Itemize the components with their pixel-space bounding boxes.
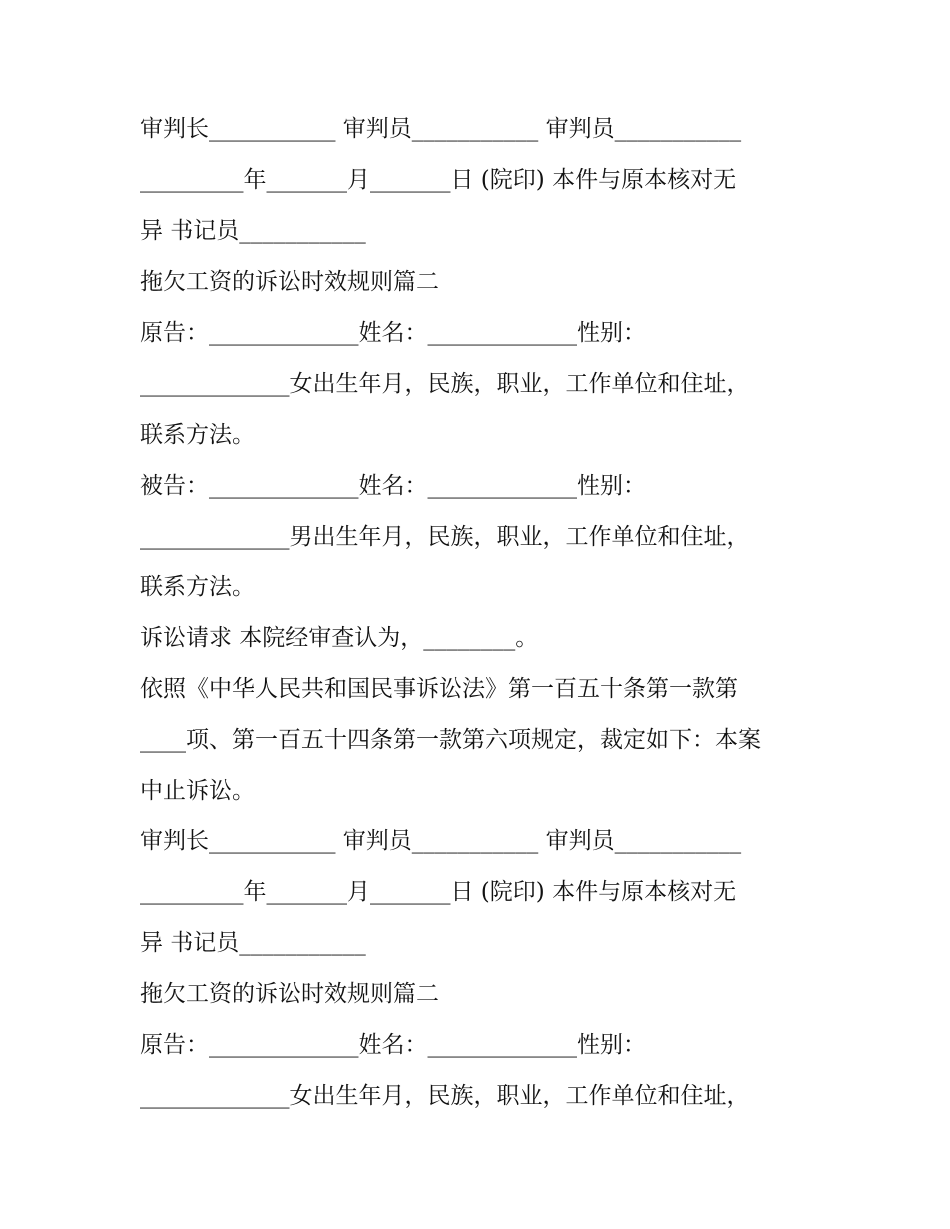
text-line: 中止诉讼。 [140, 778, 255, 804]
text-line: 联系方法。 [140, 574, 255, 600]
section-heading: 拖欠工资的诉讼时效规则篇二 [140, 981, 439, 1007]
text-line: _________年_______月_______日 (院印) 本件与原本核对无 [140, 879, 737, 905]
text-line: ____项、第一百五十四条第一款第六项规定，裁定如下：本案 [140, 727, 761, 753]
text-line: 依照《中华人民共和国民事诉讼法》第一百五十条第一款第 [140, 676, 738, 702]
text-line: _____________男出生年月，民族，职业，工作单位和住址， [140, 524, 750, 550]
text-line: 异 书记员___________ [140, 930, 366, 956]
text-line: _________年_______月_______日 (院印) 本件与原本核对无 [140, 167, 737, 193]
section-heading: 拖欠工资的诉讼时效规则篇二 [140, 269, 439, 295]
text-line: 审判长___________ 审判员___________ 审判员___________ [140, 116, 742, 142]
text-line: 原告：_____________姓名：_____________性别： [140, 320, 646, 346]
text-line: 诉讼请求 本院经审查认为，________。 [140, 625, 539, 651]
text-line: _____________女出生年月，民族，职业，工作单位和住址， [140, 371, 750, 397]
text-line: 异 书记员___________ [140, 218, 366, 244]
text-line: 原告：_____________姓名：_____________性别： [140, 1032, 646, 1058]
text-line: 被告：_____________姓名：_____________性别： [140, 473, 646, 499]
text-line: _____________女出生年月，民族，职业，工作单位和住址， [140, 1083, 750, 1109]
text-line: 审判长___________ 审判员___________ 审判员___________ [140, 828, 742, 854]
text-line: 联系方法。 [140, 422, 255, 448]
